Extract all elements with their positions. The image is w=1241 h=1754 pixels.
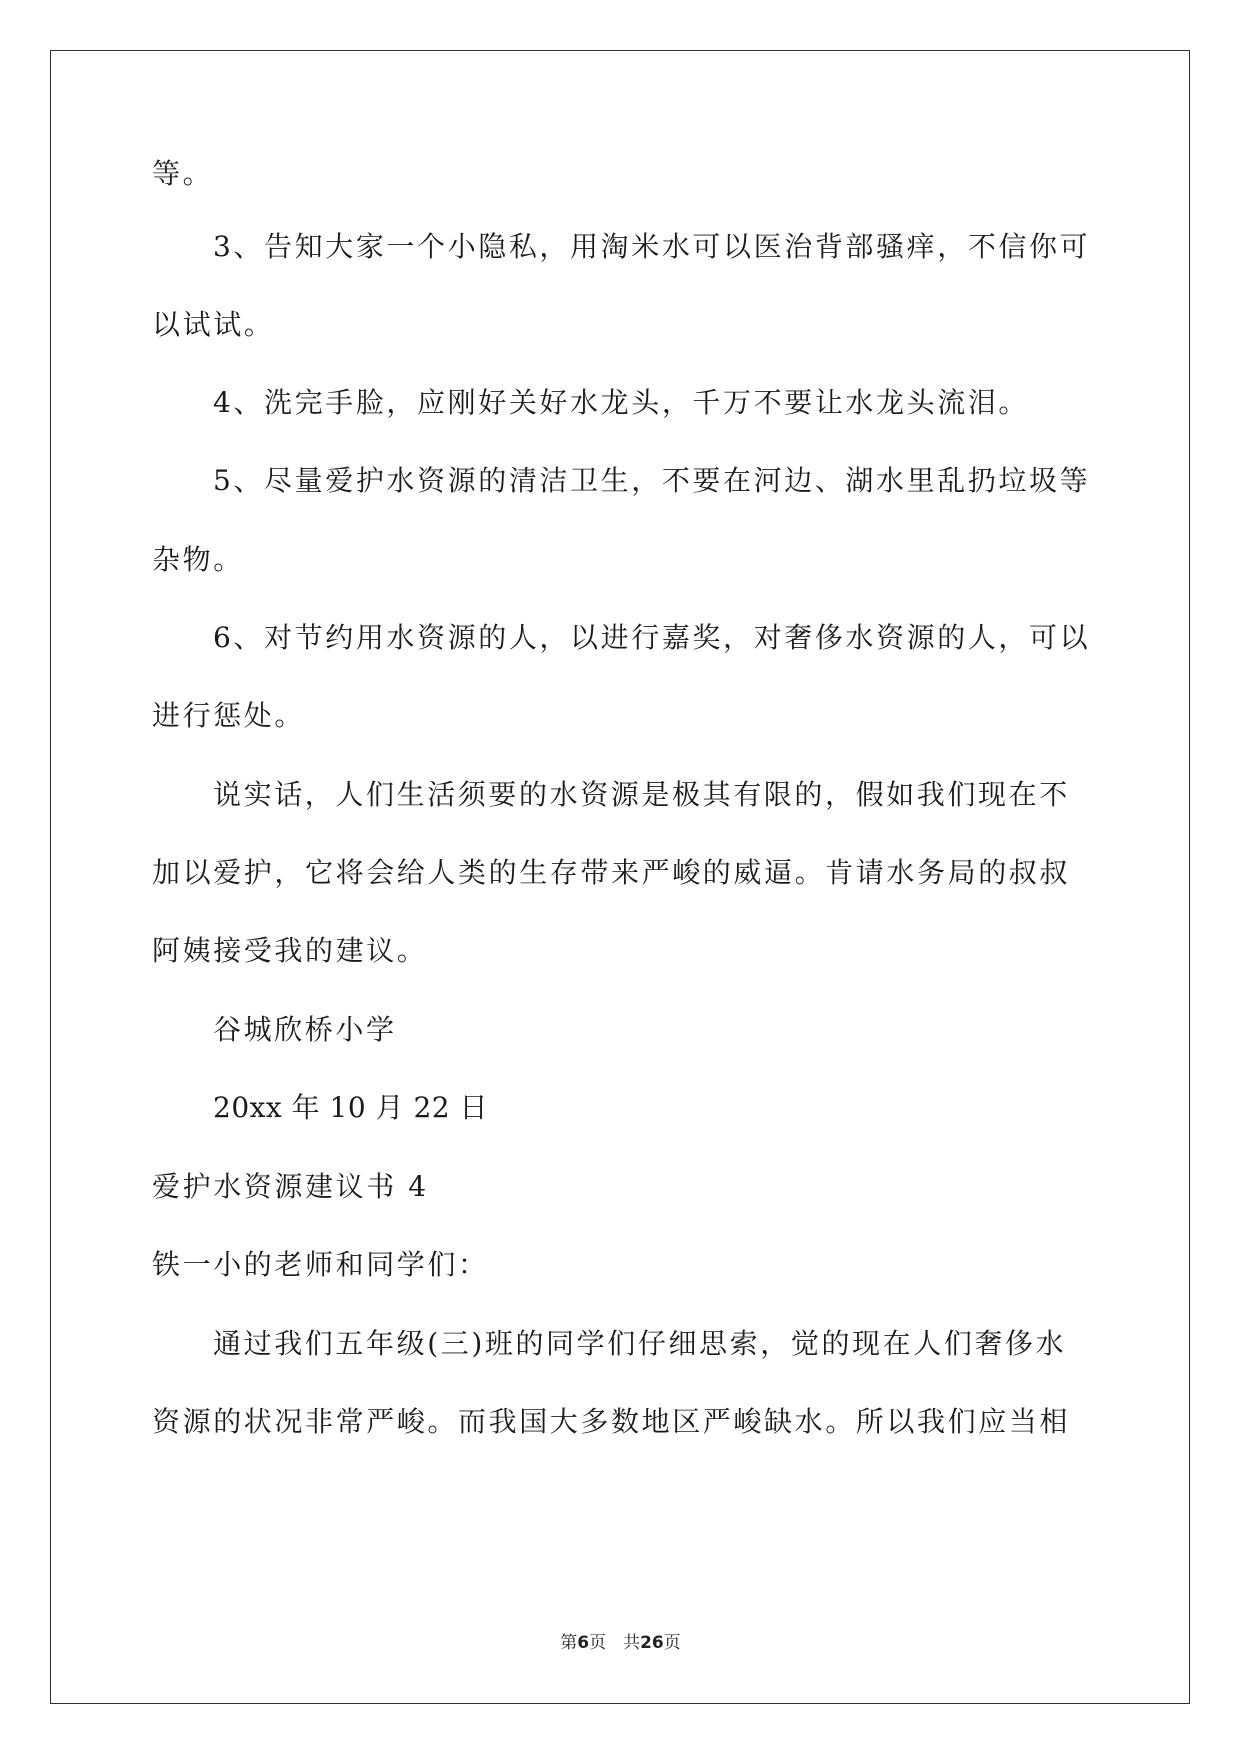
text-line: 3、告知大家一个小隐私，用淘米水可以医治背部骚痒，不信你可 — [213, 230, 1091, 263]
text-line: 以试试。 — [152, 308, 275, 341]
footer-mid: 页 共 — [589, 1633, 641, 1653]
text-line: 5、尽量爱护水资源的清洁卫生，不要在河边、湖水里乱扔垃圾等 — [213, 464, 1091, 497]
current-page-number: 6 — [577, 1633, 590, 1653]
text-line: 说实话，人们生活须要的水资源是极其有限的，假如我们现在不 — [213, 778, 1070, 811]
text-line: 通过我们五年级(三)班的同学们仔细思索，觉的现在人们奢侈水 — [213, 1327, 1067, 1360]
text-line: 杂物。 — [152, 543, 244, 576]
text-line: 加以爱护，它将会给人类的生存带来严峻的威逼。肯请水务局的叔叔 — [152, 856, 1071, 889]
text-line: 6、对节约用水资源的人，以进行嘉奖，对奢侈水资源的人，可以 — [213, 621, 1091, 654]
footer-suffix: 页 — [663, 1633, 681, 1653]
total-pages-number: 26 — [640, 1633, 664, 1653]
footer-prefix: 第 — [560, 1633, 578, 1653]
text-line: 4、洗完手脸，应刚好关好水龙头，千万不要让水龙头流泪。 — [213, 386, 1030, 419]
signature-school: 谷城欣桥小学 — [213, 1013, 397, 1046]
section-heading: 爱护水资源建议书 4 — [152, 1170, 429, 1203]
salutation: 铁一小的老师和同学们： — [152, 1248, 489, 1281]
text-line: 阿姨接受我的建议。 — [152, 934, 428, 967]
text-line: 资源的状况非常严峻。而我国大多数地区严峻缺水。所以我们应当相 — [152, 1405, 1071, 1438]
page-footer — [0, 1631, 1241, 1655]
text-line: 进行惩处。 — [152, 699, 306, 732]
signature-date: 20xx 年 10 月 22 日 — [213, 1091, 488, 1124]
text-line: 等。 — [152, 157, 214, 190]
